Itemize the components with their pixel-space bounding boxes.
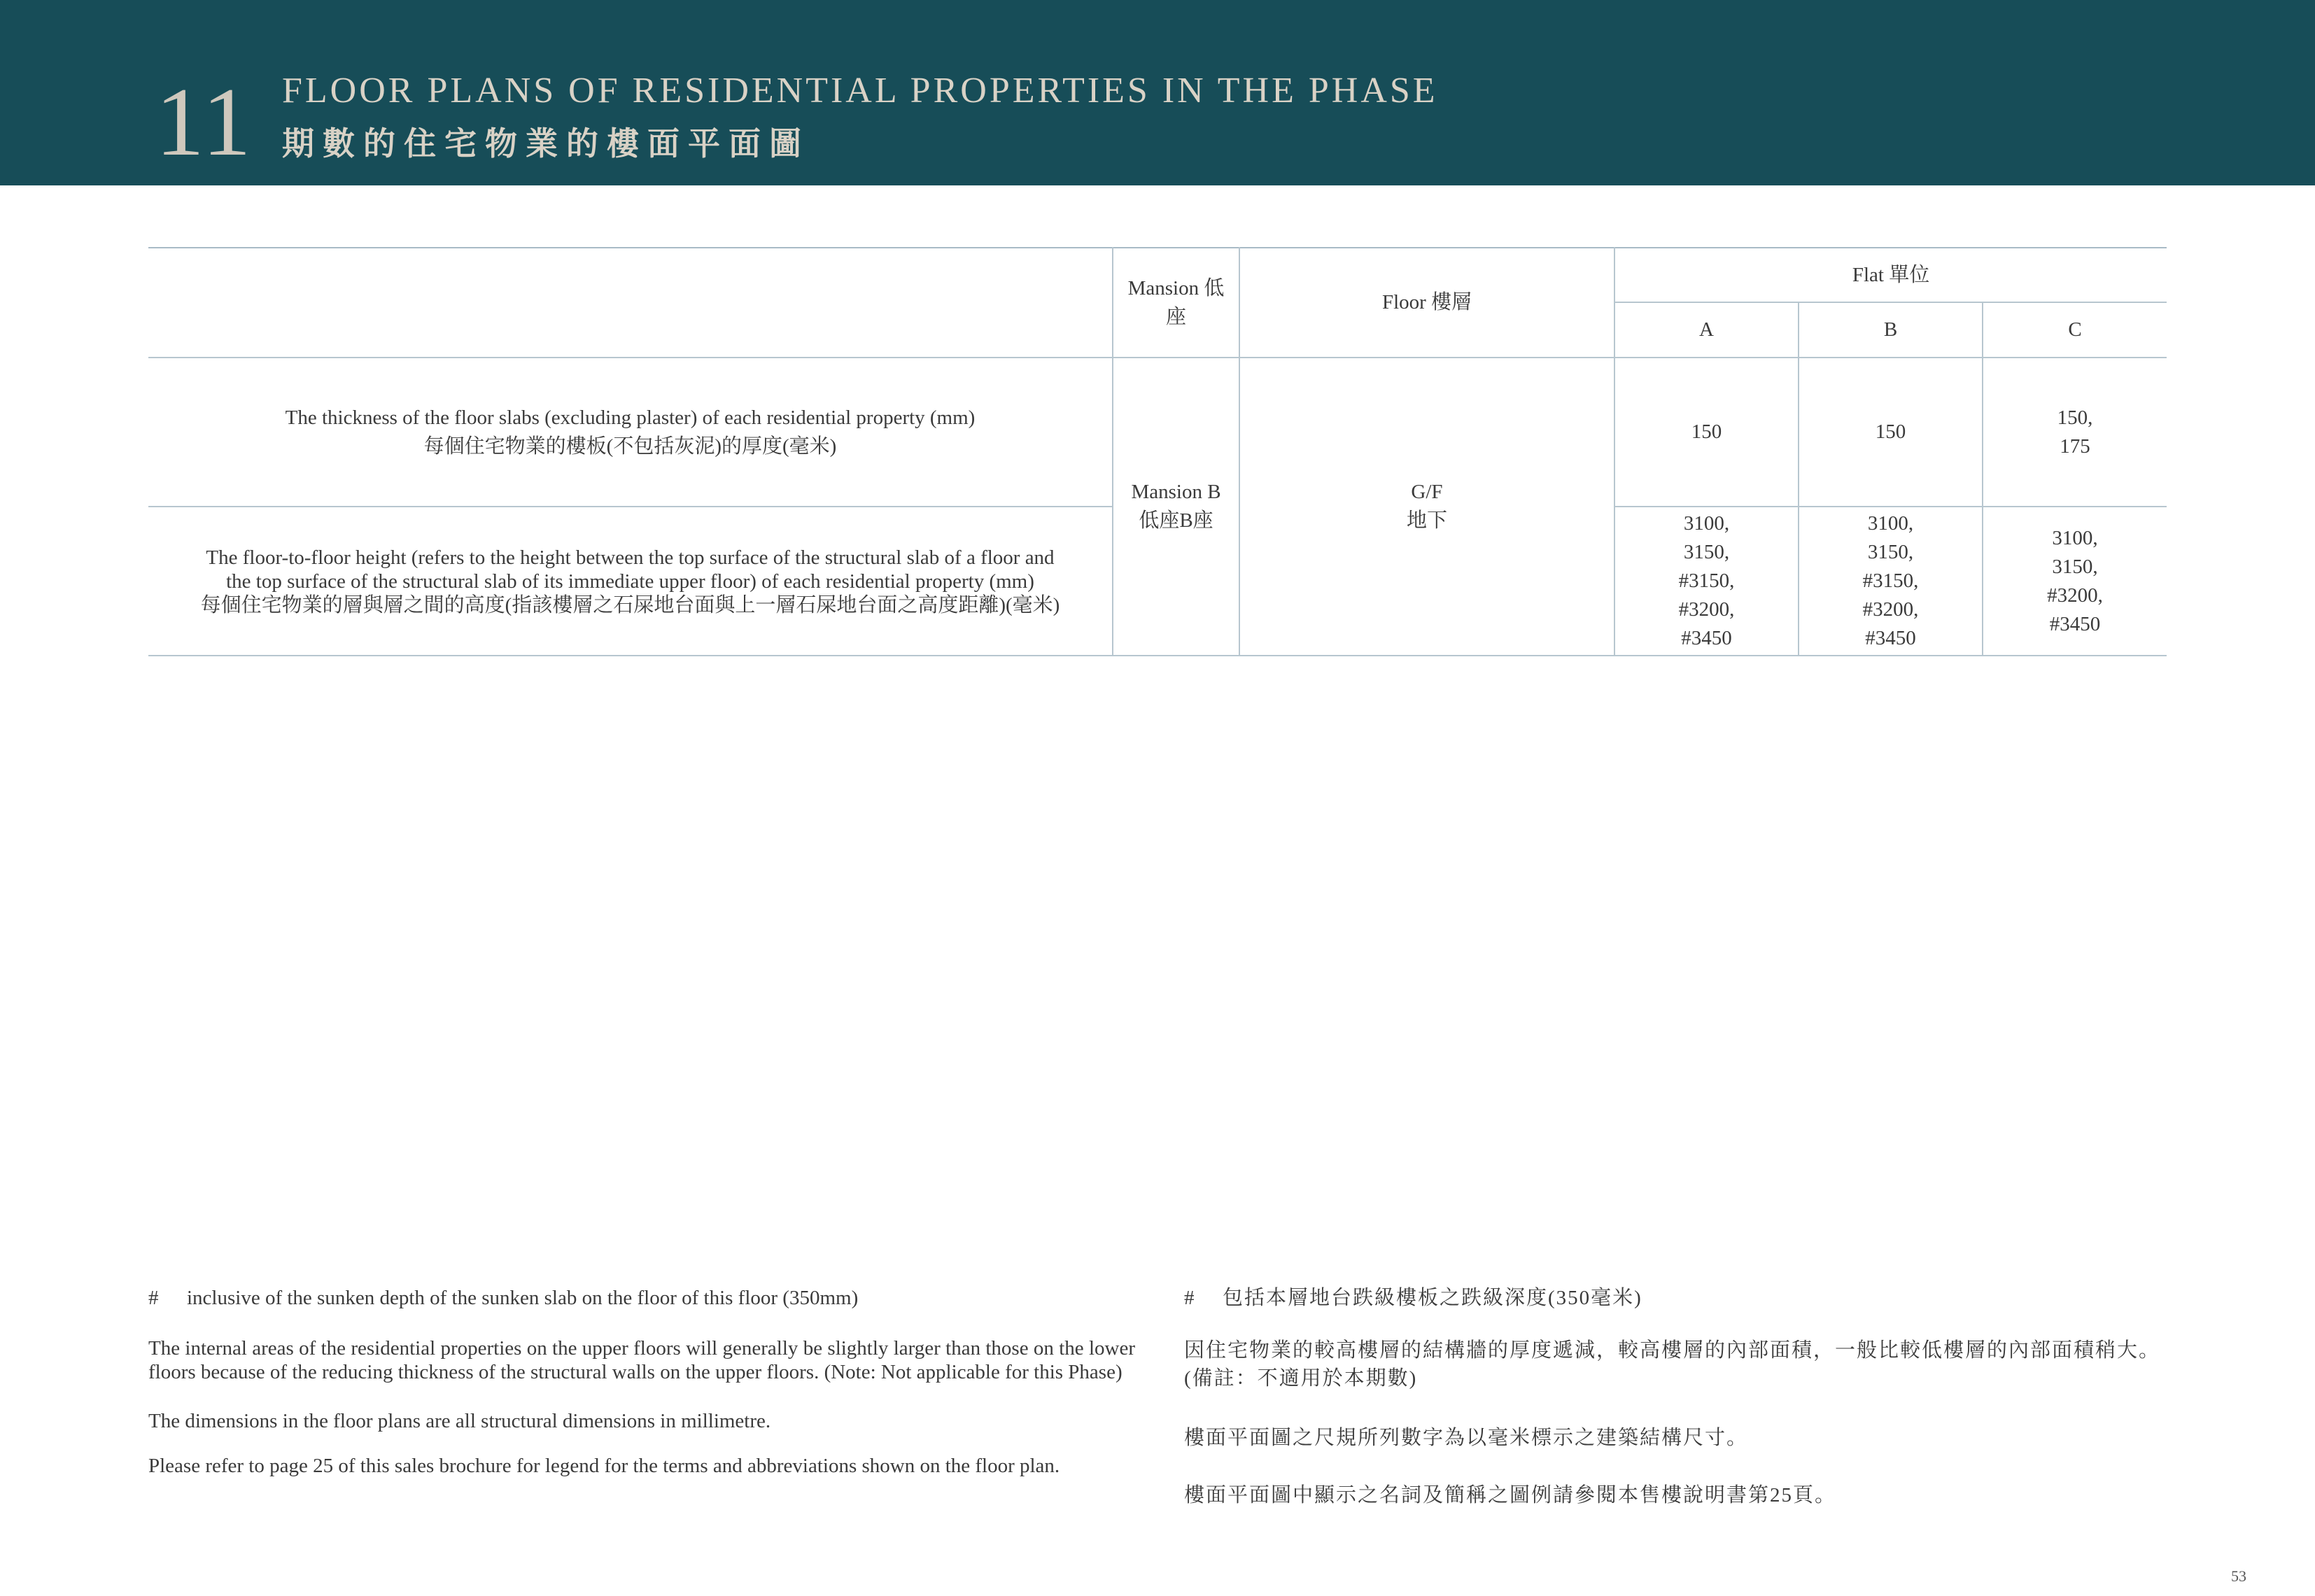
section-title-en: FLOOR PLANS OF RESIDENTIAL PROPERTIES IN THE PHASE [282, 71, 1438, 111]
legend-note-zh: 樓面平面圖中顯示之名詞及簡稱之圖例請參閱本售樓說明書第25頁。 [1184, 1484, 1837, 1506]
mansion-value: Mansion B 低座B座 [1113, 358, 1239, 656]
table-blank-header [148, 248, 1113, 358]
section-title-zh: 期數的住宅物業的樓面平面圖 [282, 126, 810, 162]
page-header [0, 0, 2315, 185]
dimensions-note-zh: 樓面平面圖之尺規所列數字為以毫米標示之建築結構尺寸。 [1184, 1427, 1749, 1449]
internal-areas-note-zh: 因住宅物業的較高樓層的結構牆的厚度遞減，較高樓層的內部面積，一般比較低樓層的內部面積稍大。(備註：不適用於本期數) [1184, 1339, 2161, 1390]
floor-height-flat-a: 3100, 3150, #3150, #3200, #3450 [1614, 507, 1799, 656]
floor-height-label: The floor-to-floor height (refers to the height between the top surface of the structural slab of a floor and the top surface of the structural slab of its immediate upper floor) of each residential property (mm) 每個住宅物業的層與層之間的高度(指該樓層之石屎地台面與上一層石屎地台面之高度距離)(毫米) [148, 507, 1113, 656]
slab-thickness-flat-b: 150 [1799, 358, 1983, 507]
hash-note-zh: # 包括本層地台跌級樓板之跌級深度(350毫米) [1184, 1287, 1642, 1309]
table-row [148, 358, 2167, 507]
legend-note-en: Please refer to page 25 of this sales brochure for legend for the terms and abbreviations shown on the floor plan. [148, 1455, 1060, 1477]
dimensions-note-en: The dimensions in the floor plans are all structural dimensions in millimetre. [148, 1410, 771, 1432]
slab-thickness-label: The thickness of the floor slabs (excluding plaster) of each residential property (mm) 每個住宅物業的樓板(不包括灰泥)的厚度(毫米) [148, 358, 1113, 507]
floor-spec-table [148, 247, 2167, 656]
internal-areas-note-en: The internal areas of the residential properties on the upper floors will generally be slightly larger than those on the lower floors because of the reducing thickness of the structural walls on the upper floors. (Note: Not applicable for this Phase) [148, 1337, 1135, 1383]
floor-height-flat-b: 3100, 3150, #3150, #3200, #3450 [1799, 507, 1983, 656]
flat-b-header: B [1799, 302, 1983, 358]
page-number: 53 [2231, 1567, 2246, 1585]
flat-c-header: C [1983, 302, 2167, 358]
slab-thickness-flat-a: 150 [1614, 358, 1799, 507]
hash-symbol: # [148, 1287, 159, 1309]
floor-value: G/F 地下 [1239, 358, 1614, 656]
flat-a-header: A [1614, 302, 1799, 358]
mansion-header: Mansion 低座 [1113, 248, 1239, 358]
floor-header: Floor 樓層 [1239, 248, 1614, 358]
floor-height-flat-c: 3100, 3150, #3200, #3450 [1983, 507, 2167, 656]
flat-header: Flat 單位 [1614, 248, 2167, 302]
slab-thickness-flat-c: 150, 175 [1983, 358, 2167, 507]
notes-chinese [1184, 1286, 2171, 1507]
notes-english [148, 1286, 1135, 1478]
hash-symbol: # [1184, 1287, 1196, 1309]
section-number: 11 [155, 68, 253, 176]
hash-note-en: # inclusive of the sunken depth of the sunken slab on the floor of this floor (350mm) [148, 1287, 859, 1309]
